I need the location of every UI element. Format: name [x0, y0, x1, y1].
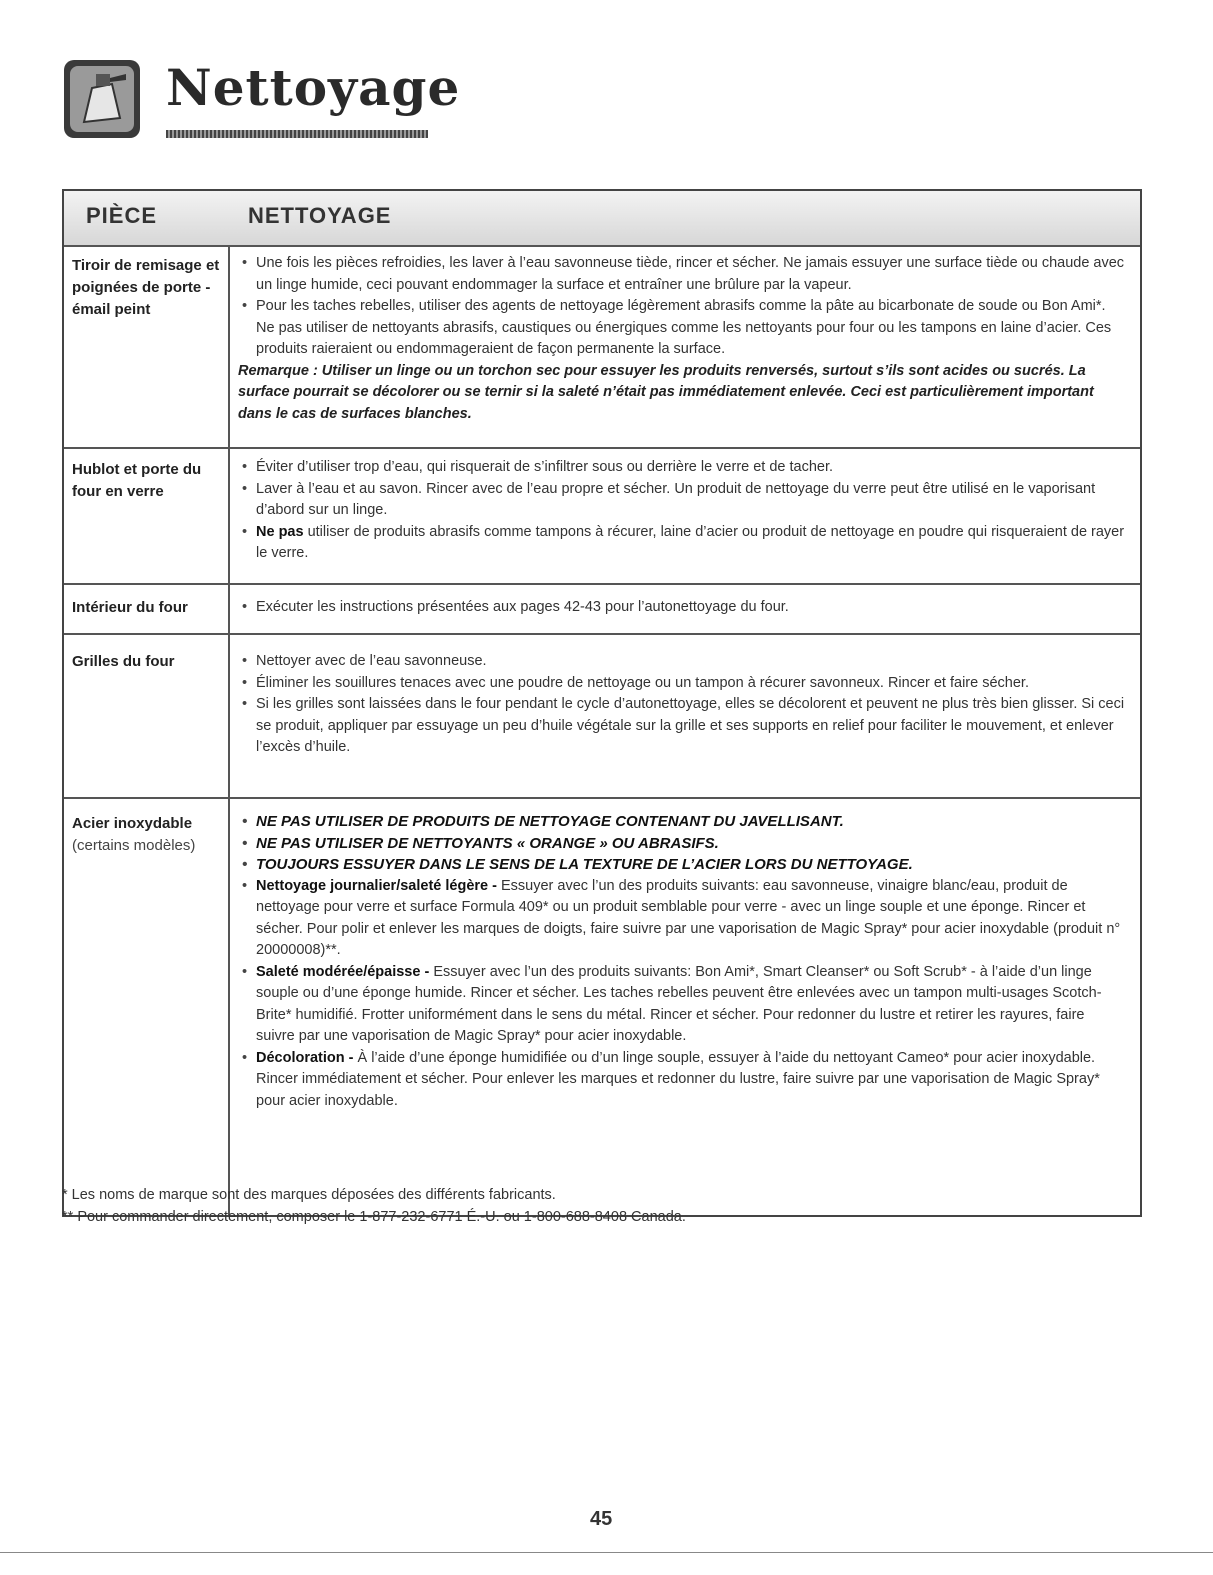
- bold-lead: Nettoyage journalier/saleté légère -: [256, 877, 497, 894]
- warning-item: • NE PAS UTILISER DE PRODUITS DE NETTOYAGE CONTENANT DU JAVELLISANT.: [238, 811, 1126, 833]
- list-item: • Exécuter les instructions présentées aux pages 42-43 pour l’autonettoyage du four.: [238, 597, 1126, 619]
- list-item: [238, 962, 1126, 1048]
- column-header-nettoyage: NETTOYAGE: [248, 203, 392, 228]
- bottom-rule: [0, 1552, 1213, 1553]
- item-subtitle: (certains modèles): [72, 837, 196, 854]
- warning-item: • NE PAS UTILISER DE NETTOYANTS « ORANGE » OU ABRASIFS.: [238, 833, 1126, 855]
- bullet-text: À l’aide d’une éponge humidifiée ou d’un linge souple, essuyer à l’aide du nettoyant Cameo* pour acier inoxydable. Rincer immédiatement et sécher. Pour enlever les marques et redonner du lustre, faire suivre par une vaporisation de Magic Spray* pour acier inoxydable.: [256, 1049, 1100, 1109]
- list-item: • Éliminer les souillures tenaces avec une poudre de nettoyage ou un tampon à récurer savonneux. Rincer et faire sécher.: [238, 673, 1126, 695]
- footnotes: [62, 1184, 1162, 1228]
- warning-item: • TOUJOURS ESSUYER DANS LE SENS DE LA TEXTURE DE L’ACIER LORS DU NETTOYAGE.: [238, 854, 1126, 876]
- row-divider: [64, 583, 1140, 585]
- footnote: * Les noms de marque sont des marques déposées des différents fabricants.: [62, 1187, 556, 1203]
- item-desc-drawer-handles: [238, 253, 1126, 425]
- list-item: • Laver à l’eau et au savon. Rincer avec de l’eau propre et sécher. Un produit de nettoyage du verre peut être utilisé en le vaporisant d’abord sur un linge.: [238, 479, 1126, 522]
- row-divider: [64, 447, 1140, 449]
- row-divider: [64, 797, 1140, 799]
- page-header: [62, 52, 482, 152]
- bullet-text: Essuyer avec l’un des produits suivants: eau savonneuse, vinaigre blanc/eau, produit de nettoyage pour verre et surface Formula 409* ou un produit semblable pour verre - avec un linge souple et une éponge. Rincer et sécher. Pour polir et enlever les marques de doigts, faire suivre par une vaporisation de Magic Spray* pour acier inoxydable (produit n° 20000008)**.: [256, 877, 1121, 958]
- item-name-oven-interior: Intérieur du four: [72, 599, 188, 616]
- row-divider: [64, 633, 1140, 635]
- bullet-text: Essuyer avec l’un des produits suivants: Bon Ami*, Smart Cleanser* ou Soft Scrub* - à l’aide d’un linge souple ou d’une éponge humide. Rincer et sécher. Les taches rebelles peuvent être enlevées avec un tampon multi-usages Scotch-Brite* humidifié. Frotter uniformément dans le sens du métal. Rincer et sécher. Pour redonner du lustre et retirer les rayures, faire suivre par une vaporisation de Magic Spray* pour acier inoxydable.: [256, 963, 1102, 1044]
- list-item: [238, 876, 1126, 962]
- item-name-oven-racks: Grilles du four: [72, 653, 175, 670]
- bold-lead: Ne pas: [256, 523, 304, 540]
- page-title: Nettoyage: [166, 58, 461, 117]
- item-name-drawer-handles: Tiroir de remisage et poignées de porte - émail peint: [72, 257, 220, 318]
- cleaning-table: [62, 189, 1142, 1217]
- item-desc-oven-window: [238, 457, 1126, 565]
- bold-lead: Saleté modérée/épaisse -: [256, 963, 430, 980]
- list-item: • Si les grilles sont laissées dans le four pendant le cycle d’autonettoyage, elles se décolorent et peuvent ne plus très bien glisser. Si ceci se produit, appliquer par essuyage un peu d’huile végétale sur la grille et ses supports en relief pour faciliter le mouvement, et enlever l’excès d’huile.: [238, 694, 1126, 759]
- spray-bottle-icon: [62, 58, 142, 140]
- column-divider: [228, 191, 230, 1215]
- column-header-piece: PIÈCE: [86, 203, 158, 228]
- list-item: [238, 1048, 1126, 1113]
- table-header-row: [64, 191, 1140, 247]
- list-item: • Éviter d’utiliser trop d’eau, qui risquerait de s’infiltrer sous ou derrière le verre et de tacher.: [238, 457, 1126, 479]
- list-item: • Une fois les pièces refroidies, les laver à l’eau savonneuse tiède, rincer et sécher. Ne jamais essuyer une surface tiède ou chaude avec un linge humide, ceci pouvant endommager la surface et entraîner une brûlure par la vapeur.: [238, 253, 1126, 296]
- item-name-stainless-steel: [72, 813, 222, 857]
- footnote: ** Pour commander directement, composer le 1-877-232-6771 É.-U. ou 1-800-688-8408 Canada.: [62, 1209, 686, 1225]
- bold-lead: Décoloration -: [256, 1049, 354, 1066]
- remark-note: Remarque : Utiliser un linge ou un torchon sec pour essuyer les produits renversés, surtout s’ils sont acides ou sucrés. La surface pourrait se décolorer ou se ternir si la saleté n’était pas immédiatement enlevée. Ceci est particulièrement important dans le cas de surfaces blanches.: [238, 362, 1094, 422]
- list-item: • Nettoyer avec de l’eau savonneuse.: [238, 651, 1126, 673]
- bullet-text: utiliser de produits abrasifs comme tampons à récurer, laine d’acier ou produit de nettoyage en poudre qui risqueraient de rayer le verre.: [256, 523, 1125, 561]
- item-desc-oven-racks: [238, 651, 1126, 759]
- item-title: Acier inoxydable: [72, 815, 193, 832]
- item-desc-stainless-steel: [238, 811, 1126, 1112]
- list-item: [238, 522, 1126, 565]
- item-desc-oven-interior: [238, 597, 1126, 619]
- title-underline: [166, 130, 428, 138]
- page-number: 45: [590, 1508, 613, 1530]
- list-item: • Pour les taches rebelles, utiliser des agents de nettoyage légèrement abrasifs comme la pâte au bicarbonate de soude ou Bon Ami*. Ne pas utiliser de nettoyants abrasifs, caustiques ou énergiques comme les nettoyants pour four ou les tampons en laine d’acier. Ces produits raieraient ou endommageraient de façon permanente la surface.: [238, 296, 1126, 361]
- item-name-oven-window: Hublot et porte du four en verre: [72, 461, 202, 500]
